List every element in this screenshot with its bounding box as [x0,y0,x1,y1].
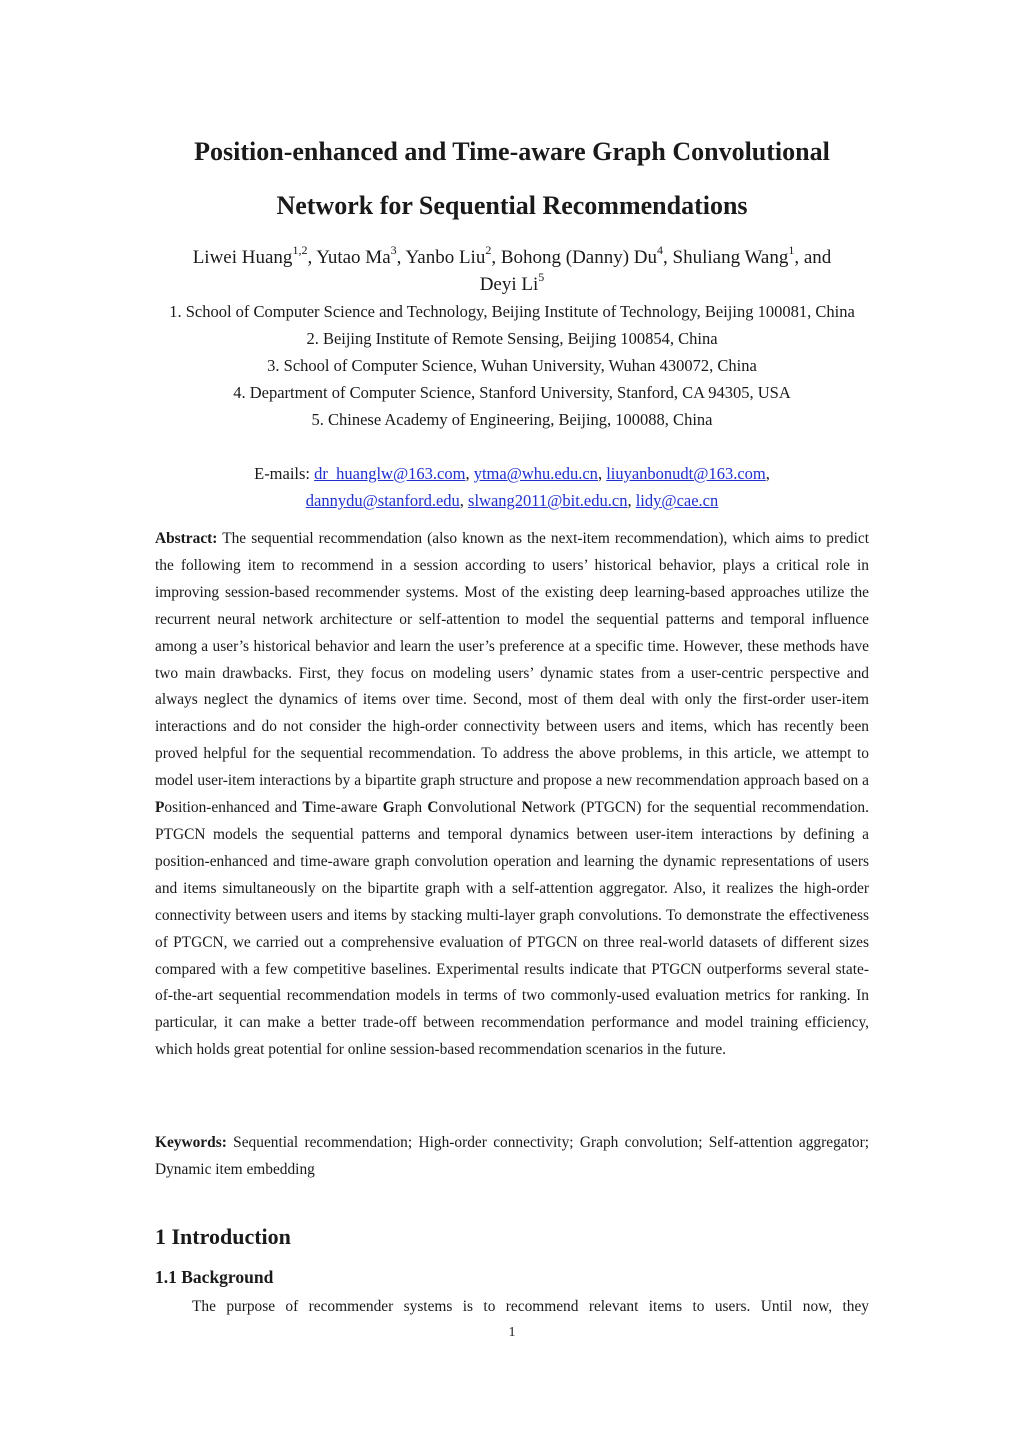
author-affiliation-mark: 3 [390,242,397,257]
author-list: Liwei Huang$^{1,2}$, Yutao Ma$^3$, Yanbo Liu$^2$, Bohong (Danny) Du$^4$, Shuliang Wang$^1$, and Deyi Li$^5$ [192,242,832,295]
email-link[interactable]: dannydu@stanford.edu [305,491,460,510]
author-conjunction: and [803,247,832,268]
email-label: E-mails: [254,464,311,483]
author-affiliation-mark: 5 [538,269,545,284]
abstract-paragraph [155,526,869,1064]
acronym-letter: P [155,799,165,817]
author-affiliation-mark: 4 [657,242,664,257]
affiliation-item: 5. Chinese Academy of Engineering, Beijing, 100088, China [311,410,713,429]
section-heading-introduction: 1 Introduction [155,1224,291,1249]
keywords-label: Keywords: [155,1134,227,1151]
affiliation-list [140,298,884,433]
abstract-label: Abstract: [155,530,218,547]
author-name: Yanbo Liu [405,247,486,268]
model-name-fragment: etwork [532,799,576,817]
email-link[interactable]: lidy@cae.cn [635,491,719,510]
acronym-letter: G [382,799,395,817]
acronym-letter: C [427,799,439,817]
author-name: Shuliang Wang [672,247,789,268]
abstract-text-part-2: (PTGCN) for the sequential recommendation. PTGCN models the sequential patterns and temporal dynamics between user-item interactions by defining a position-enhanced and time-aware graph convolution operation and learning the dynamic representations of users and items simultaneously on the bipartite graph with a self-attention aggregator. Also, it realizes the high-order connectivity between users and items by stacking multi-layer graph convolutions. To demonstrate the effectiveness of PTGCN, we carried out a comprehensive evaluation of PTGCN on three real-world datasets of different sizes compared with a few competitive baselines. Experimental results indicate that PTGCN outperforms several state-of-the-art sequential recommendation models in terms of two commonly-used evaluation metrics for ranking. In particular, it can make a better trade-off between recommendation performance and model training efficiency, which holds great potential for online session-based recommendation scenarios in the future. [155,799,869,1059]
abstract-text-part-1: The sequential recommendation (also known as the next-item recommendation), which aims to predict the following item to recommend in a session according to users’ historical behavior, plays a critical role in improving session-based recommender systems. Most of the existing deep learning-based approaches utilize the recurrent neural network architecture or self-attention to model the sequential patterns and temporal influence among a user’s historical behavior and learn the user’s preference at a specific time. However, these methods have two main drawbacks. First, they focus on modeling users’ dynamic states from a user-centric perspective and always neglect the dynamics of items over time. Second, most of them deal with only the first-order user-item interactions and do not consider the high-order connectivity between users and items, which has recently been proved helpful for the sequential recommendation. To address the above problems, in this article, we attempt to model user-item interactions by a bipartite graph structure and propose a new recommendation approach based on a [155,530,869,790]
author-name: Deyi Li [479,274,539,295]
affiliation-item: 4. Department of Computer Science, Stanford University, Stanford, CA 94305, USA [233,383,791,402]
acronym-letter: N [521,799,533,817]
page-number: 1 [508,1325,516,1340]
author-affiliation-mark: 2 [485,242,492,257]
email-link[interactable]: ytma@whu.edu.cn [473,464,598,483]
subsection-heading-background: 1.1 Background [155,1267,274,1287]
email-link[interactable]: slwang2011@bit.edu.cn [468,491,628,510]
author-affiliation-mark: 1 [788,242,795,257]
paper-title-line-2: Network for Sequential Recommendations [276,191,748,220]
acronym-letter: T [302,799,313,817]
body-paragraph: The purpose of recommender systems is to recommend relevant items to users. Until now, they [192,1298,869,1315]
author-name: Yutao Ma [316,247,391,268]
email-list: E-mails: dr_huanglw@163.com, ytma@whu.edu.cn, liuyanbonudt@163.com, dannydu@stanford.edu, slwang2011@bit.edu.cn, lidy@cae.cn [254,464,770,510]
author-name: Bohong (Danny) Du [500,247,658,268]
affiliation-item: 1. School of Computer Science and Technology, Beijing Institute of Technology, Beijing 100081, China [169,302,855,321]
model-name-fragment: onvolutional [438,799,522,817]
email-link[interactable]: liuyanbonudt@163.com [606,464,766,483]
author-name: Liwei Huang [192,247,293,268]
keywords-paragraph [155,1130,869,1184]
keywords-text: Sequential recommendation; High-order connectivity; Graph convolution; Self-attention aggregator; Dynamic item embedding [155,1134,869,1178]
affiliation-item: 3. School of Computer Science, Wuhan University, Wuhan 430072, China [267,356,757,375]
author-affiliation-mark: 1,2 [292,242,308,257]
model-name-fragment: raph [394,799,428,817]
paper-title-line-1: Position-enhanced and Time-aware Graph Convolutional [194,137,830,166]
model-name-fragment: osition-enhanced and [164,799,303,817]
affiliation-item: 2. Beijing Institute of Remote Sensing, Beijing 100854, China [306,329,718,348]
model-name-fragment: ime-aware [312,799,383,817]
email-link[interactable]: dr_huanglw@163.com [314,464,466,483]
